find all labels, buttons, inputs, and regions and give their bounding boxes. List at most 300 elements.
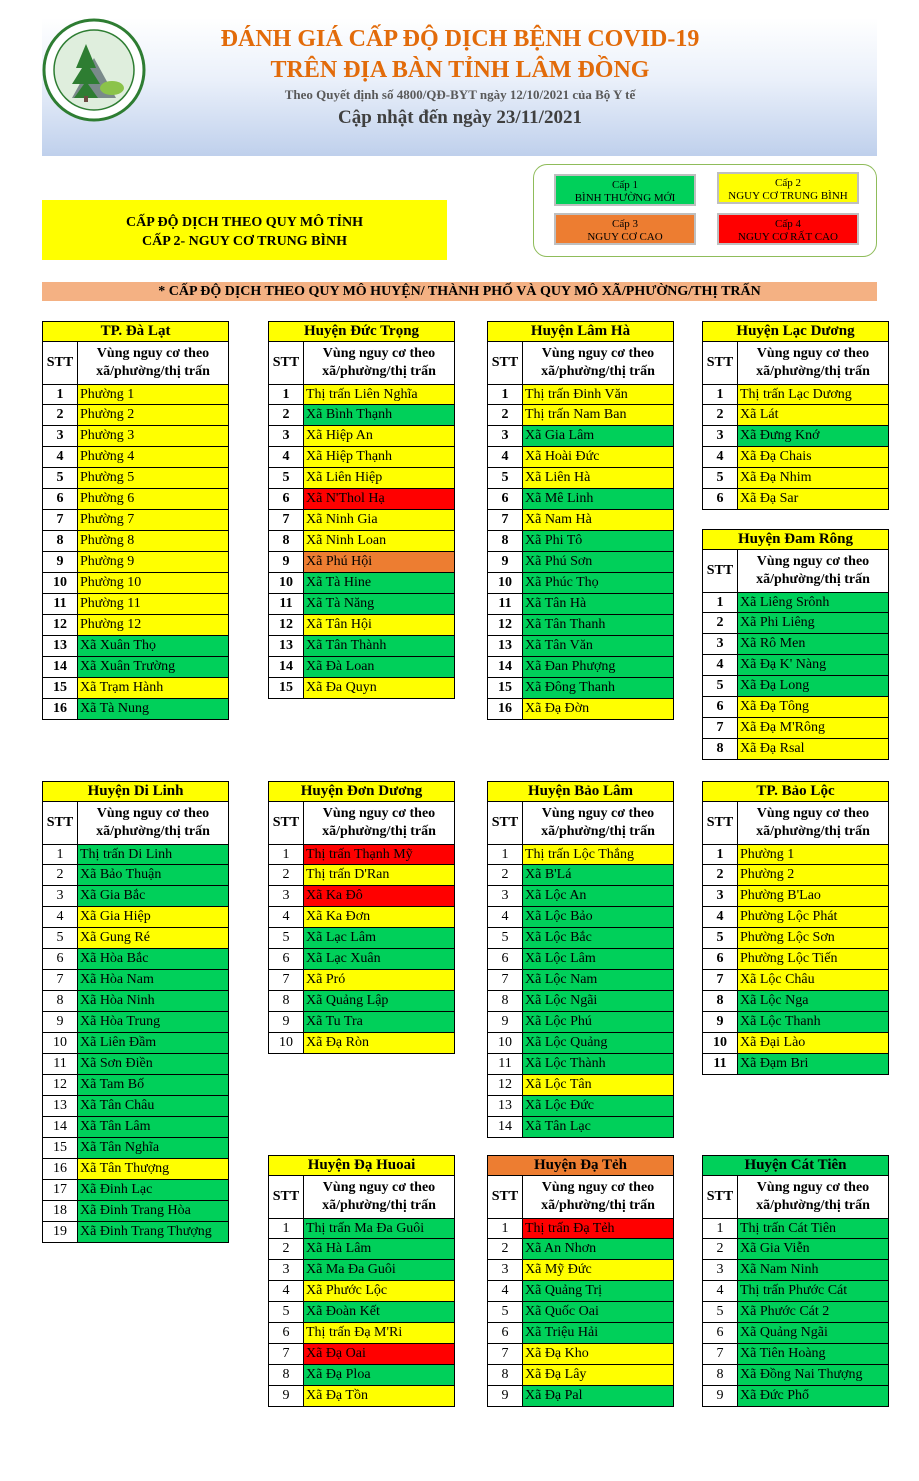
table-row <box>268 1033 455 1054</box>
table-row <box>42 447 229 468</box>
area-name: Xã Tam Bố <box>78 1075 228 1095</box>
area-name: Xã Gia Bắc <box>78 886 228 906</box>
cdc-logo <box>42 18 146 122</box>
table-row <box>42 1117 229 1138</box>
column-stt: STT <box>488 342 523 384</box>
table-row <box>702 886 889 907</box>
area-name: Xã Trạm Hành <box>78 678 228 698</box>
row-number: 1 <box>703 593 738 612</box>
table-row <box>487 970 674 991</box>
row-number: 15 <box>269 678 304 698</box>
row-number: 3 <box>269 1260 304 1280</box>
area-name: Phường Lộc Sơn <box>738 928 888 948</box>
area-name: Phường B'Lao <box>738 886 888 906</box>
main-title: ĐÁNH GIÁ CẤP ĐỘ DỊCH BỆNH COVID-19 <box>220 26 700 52</box>
table-row <box>702 1344 889 1365</box>
table-row <box>268 991 455 1012</box>
area-name: Xã Hòa Trung <box>78 1012 228 1032</box>
row-number: 19 <box>43 1222 78 1242</box>
row-number: 4 <box>43 907 78 927</box>
area-name: Xã Tân Hà <box>523 594 673 614</box>
area-name: Xã Tân Châu <box>78 1096 228 1116</box>
table-row <box>487 928 674 949</box>
area-name: Xã Mê Linh <box>523 489 673 509</box>
table-row <box>702 739 889 760</box>
table-row <box>702 1386 889 1407</box>
area-name: Xã Tiên Hoàng <box>738 1344 888 1364</box>
district-table <box>268 321 455 699</box>
table-row <box>42 615 229 636</box>
table-row <box>268 1239 455 1260</box>
table-row <box>487 1386 674 1407</box>
legend-level-2: Cấp 2 NGUY CƠ TRUNG BÌNH <box>717 172 859 204</box>
row-number: 7 <box>43 510 78 530</box>
table-row <box>487 657 674 678</box>
area-name: Xã Lộc Nam <box>523 970 673 990</box>
area-name: Xã Tân Nghĩa <box>78 1138 228 1158</box>
row-number: 4 <box>488 447 523 467</box>
area-name: Xã Đạ Rsal <box>738 739 888 759</box>
row-number: 5 <box>703 928 738 948</box>
area-name: Xã Tân Văn <box>523 636 673 656</box>
area-name: Xã Đưng Knớ <box>738 426 888 446</box>
column-area: Vùng nguy cơ theo xã/phường/thị trấn <box>756 346 870 379</box>
area-name: Xã Mỹ Đức <box>523 1260 673 1280</box>
row-number: 3 <box>488 426 523 446</box>
row-number: 5 <box>488 1302 523 1322</box>
row-number: 3 <box>488 1260 523 1280</box>
row-number: 2 <box>43 865 78 885</box>
row-number: 6 <box>488 1323 523 1343</box>
column-area: Vùng nguy cơ theo xã/phường/thị trấn <box>322 346 436 379</box>
area-name: Xã Liêng Srônh <box>738 593 888 612</box>
row-number: 7 <box>488 970 523 990</box>
table-row <box>42 1201 229 1222</box>
table-row <box>487 678 674 699</box>
area-name: Xã Đạ Kho <box>523 1344 673 1364</box>
area-name: Xã Đại Lào <box>738 1033 888 1053</box>
table-row <box>702 655 889 676</box>
area-name: Xã Triệu Hải <box>523 1323 673 1343</box>
row-number: 9 <box>488 552 523 572</box>
area-name: Xã Lộc Thành <box>523 1054 673 1074</box>
row-number: 7 <box>703 970 738 990</box>
area-name: Thị trấn Lộc Thắng <box>523 845 673 864</box>
row-number: 14 <box>269 657 304 677</box>
row-number: 14 <box>488 657 523 677</box>
area-name: Xã Tà Hine <box>304 573 454 593</box>
column-stt: STT <box>269 1176 304 1218</box>
row-number: 4 <box>488 907 523 927</box>
row-number: 3 <box>703 1260 738 1280</box>
district-name: Huyện Bảo Lâm <box>487 781 674 802</box>
table-row <box>702 1012 889 1033</box>
table-column-header <box>487 802 674 844</box>
row-number: 5 <box>703 676 738 696</box>
area-name: Thị trấn D'Ran <box>304 865 454 885</box>
area-name: Xã Đạ Sar <box>738 489 888 509</box>
row-number: 1 <box>43 845 78 864</box>
row-number: 7 <box>269 1344 304 1364</box>
area-name: Xã Đoàn Kết <box>304 1302 454 1322</box>
area-name: Xã Gia Viễn <box>738 1239 888 1259</box>
area-name: Xã Lộc Nga <box>738 991 888 1011</box>
row-number: 6 <box>269 949 304 969</box>
district-table <box>268 781 455 1054</box>
table-row <box>487 1344 674 1365</box>
row-number: 13 <box>43 1096 78 1116</box>
row-number: 10 <box>488 1033 523 1053</box>
table-row <box>42 1054 229 1075</box>
row-number: 15 <box>488 678 523 698</box>
row-number: 6 <box>43 949 78 969</box>
row-number: 7 <box>269 510 304 530</box>
area-name: Xã Lộc Châu <box>738 970 888 990</box>
area-name: Xã Gia Lâm <box>523 426 673 446</box>
area-name: Xã Lộc Thanh <box>738 1012 888 1032</box>
table-row <box>702 489 889 510</box>
row-number: 2 <box>269 1239 304 1259</box>
area-name: Xã Liên Đầm <box>78 1033 228 1053</box>
column-area: Vùng nguy cơ theo xã/phường/thị trấn <box>96 346 210 379</box>
area-name: Xã Rô Men <box>738 634 888 654</box>
table-row <box>487 489 674 510</box>
table-row <box>702 1365 889 1386</box>
table-row <box>702 1260 889 1281</box>
area-name: Xã Đinh Lạc <box>78 1180 228 1200</box>
table-row <box>42 657 229 678</box>
row-number: 16 <box>43 699 78 719</box>
table-row <box>702 1302 889 1323</box>
column-stt: STT <box>43 342 78 384</box>
table-row <box>487 1096 674 1117</box>
row-number: 1 <box>269 385 304 404</box>
row-number: 9 <box>269 552 304 572</box>
row-number: 10 <box>43 573 78 593</box>
row-number: 11 <box>703 1054 738 1074</box>
table-row <box>702 613 889 634</box>
row-number: 8 <box>43 531 78 551</box>
district-name: TP. Đà Lạt <box>42 321 229 342</box>
table-row <box>42 636 229 657</box>
table-row <box>268 1386 455 1407</box>
row-number: 13 <box>488 1096 523 1116</box>
table-row <box>268 489 455 510</box>
row-number: 3 <box>488 886 523 906</box>
area-name: Xã Đạ Long <box>738 676 888 696</box>
area-name: Xã Ninh Loan <box>304 531 454 551</box>
table-row <box>487 636 674 657</box>
table-row <box>42 886 229 907</box>
legend-level-1: Cấp 1 BÌNH THƯỜNG MỚI <box>554 174 696 206</box>
area-name: Xã Đạ Ròn <box>304 1033 454 1053</box>
area-name: Xã Nam Ninh <box>738 1260 888 1280</box>
area-name: Xã Lộc Đức <box>523 1096 673 1116</box>
row-number: 18 <box>43 1201 78 1221</box>
table-row <box>702 1033 889 1054</box>
area-name: Xã Hiệp Thạnh <box>304 447 454 467</box>
area-name: Phường 4 <box>78 447 228 467</box>
area-name: Xã Đạ Oai <box>304 1344 454 1364</box>
area-name: Xã Đa Quyn <box>304 678 454 698</box>
table-row <box>702 405 889 426</box>
table-row <box>487 1323 674 1344</box>
row-number: 6 <box>703 697 738 717</box>
area-name: Phường 2 <box>78 405 228 425</box>
row-number: 12 <box>488 1075 523 1095</box>
row-number: 8 <box>269 531 304 551</box>
table-row <box>42 510 229 531</box>
row-number: 1 <box>703 385 738 404</box>
area-name: Xã Lộc Ngãi <box>523 991 673 1011</box>
table-column-header <box>702 342 889 384</box>
row-number: 8 <box>269 991 304 1011</box>
row-number: 4 <box>269 1281 304 1301</box>
area-name: Xã Đạ Đờn <box>523 699 673 719</box>
table-row <box>487 384 674 405</box>
area-name: Xã Ninh Gia <box>304 510 454 530</box>
table-row <box>702 426 889 447</box>
row-number: 2 <box>703 613 738 633</box>
row-number: 8 <box>703 739 738 759</box>
table-row <box>42 844 229 865</box>
row-number: 4 <box>43 447 78 467</box>
table-row <box>702 718 889 739</box>
row-number: 9 <box>43 552 78 572</box>
area-name: Xã Lộc Bảo <box>523 907 673 927</box>
area-name: Xã Ma Đa Guôi <box>304 1260 454 1280</box>
table-row <box>42 1096 229 1117</box>
table-column-header <box>42 802 229 844</box>
area-name: Xã Tà Năng <box>304 594 454 614</box>
table-row <box>42 1075 229 1096</box>
row-number: 8 <box>488 531 523 551</box>
table-row <box>268 1323 455 1344</box>
column-stt: STT <box>488 1176 523 1218</box>
table-row <box>487 1281 674 1302</box>
area-name: Phường 8 <box>78 531 228 551</box>
row-number: 2 <box>703 405 738 425</box>
row-number: 5 <box>43 468 78 488</box>
area-name: Xã Tân Lâm <box>78 1117 228 1137</box>
table-row <box>487 1239 674 1260</box>
table-row <box>42 678 229 699</box>
row-number: 3 <box>703 634 738 654</box>
table-row <box>268 573 455 594</box>
table-row <box>42 1012 229 1033</box>
row-number: 4 <box>269 447 304 467</box>
area-name: Xã B'Lá <box>523 865 673 885</box>
table-row <box>268 531 455 552</box>
table-row <box>42 1159 229 1180</box>
row-number: 2 <box>43 405 78 425</box>
row-number: 6 <box>269 1323 304 1343</box>
table-row <box>702 1054 889 1075</box>
table-row <box>268 844 455 865</box>
row-number: 5 <box>703 1302 738 1322</box>
area-name: Xã Pró <box>304 970 454 990</box>
area-name: Xã Phước Lộc <box>304 1281 454 1301</box>
table-row <box>487 949 674 970</box>
area-name: Xã Phú Hội <box>304 552 454 572</box>
district-table <box>702 321 889 510</box>
district-name: Huyện Đạ Huoai <box>268 1155 455 1176</box>
table-row <box>42 1138 229 1159</box>
table-row <box>487 468 674 489</box>
row-number: 3 <box>269 886 304 906</box>
row-number: 7 <box>703 1344 738 1364</box>
area-name: Xã Ka Đơn <box>304 907 454 927</box>
row-number: 7 <box>488 510 523 530</box>
column-area: Vùng nguy cơ theo xã/phường/thị trấn <box>541 346 655 379</box>
row-number: 13 <box>488 636 523 656</box>
table-row <box>487 886 674 907</box>
column-stt: STT <box>703 1176 738 1218</box>
table-column-header <box>702 1176 889 1218</box>
row-number: 1 <box>488 385 523 404</box>
table-row <box>42 1180 229 1201</box>
area-name: Thị trấn Đạ Tẻh <box>523 1219 673 1238</box>
table-row <box>42 949 229 970</box>
legend-level-4: Cấp 4 NGUY CƠ RẤT CAO <box>717 213 859 245</box>
province-level-box <box>42 200 447 260</box>
table-row <box>487 594 674 615</box>
row-number: 11 <box>488 594 523 614</box>
table-row <box>487 1218 674 1239</box>
row-number: 6 <box>43 489 78 509</box>
table-row <box>487 1365 674 1386</box>
area-name: Xã Hà Lâm <box>304 1239 454 1259</box>
province-level-value: CẤP 2- NGUY CƠ TRUNG BÌNH <box>142 234 347 249</box>
table-row <box>487 1012 674 1033</box>
main-title-line2: TRÊN ĐỊA BÀN TỈNH LÂM ĐỒNG <box>270 57 650 83</box>
row-number: 5 <box>269 928 304 948</box>
column-area: Vùng nguy cơ theo xã/phường/thị trấn <box>756 806 870 839</box>
table-row <box>702 970 889 991</box>
area-name: Phường Lộc Tiến <box>738 949 888 969</box>
area-name: Phường Lộc Phát <box>738 907 888 927</box>
table-row <box>268 970 455 991</box>
table-column-header <box>702 802 889 844</box>
table-row <box>42 573 229 594</box>
table-row <box>268 1281 455 1302</box>
area-name: Xã Đạ K' Nàng <box>738 655 888 675</box>
area-name: Xã Tân Hội <box>304 615 454 635</box>
table-row <box>702 1323 889 1344</box>
row-number: 2 <box>703 1239 738 1259</box>
area-name: Xã Đạ Tông <box>738 697 888 717</box>
row-number: 16 <box>43 1159 78 1179</box>
table-row <box>268 510 455 531</box>
area-name: Xã Hoài Đức <box>523 447 673 467</box>
table-row <box>487 1075 674 1096</box>
area-name: Xã Lộc Bắc <box>523 928 673 948</box>
row-number: 1 <box>488 845 523 864</box>
area-name: Xã Đức Phổ <box>738 1386 888 1406</box>
row-number: 9 <box>43 1012 78 1032</box>
table-row <box>42 552 229 573</box>
table-row <box>268 907 455 928</box>
row-number: 8 <box>488 991 523 1011</box>
table-row <box>487 426 674 447</box>
row-number: 6 <box>703 1323 738 1343</box>
table-row <box>702 844 889 865</box>
row-number: 12 <box>269 615 304 635</box>
table-row <box>702 592 889 613</box>
row-number: 4 <box>703 1281 738 1301</box>
area-name: Xã Liên Hà <box>523 468 673 488</box>
table-row <box>42 907 229 928</box>
legend-level-3: Cấp 3 NGUY CƠ CAO <box>554 213 696 245</box>
table-row <box>268 615 455 636</box>
district-name: Huyện Đam Rông <box>702 529 889 550</box>
row-number: 6 <box>269 489 304 509</box>
area-name: Xã Xuân Thọ <box>78 636 228 656</box>
table-row <box>268 1302 455 1323</box>
table-row <box>42 405 229 426</box>
area-name: Xã Lộc Phú <box>523 1012 673 1032</box>
table-row <box>487 615 674 636</box>
column-area: Vùng nguy cơ theo xã/phường/thị trấn <box>756 554 870 587</box>
row-number: 13 <box>43 636 78 656</box>
table-column-header <box>702 550 889 592</box>
table-row <box>487 1033 674 1054</box>
area-name: Xã Lát <box>738 405 888 425</box>
table-row <box>268 426 455 447</box>
area-name: Phường 1 <box>78 385 228 404</box>
table-row <box>42 1222 229 1243</box>
row-number: 1 <box>269 845 304 864</box>
table-row <box>268 552 455 573</box>
row-number: 9 <box>269 1012 304 1032</box>
area-name: Phường 12 <box>78 615 228 635</box>
area-name: Xã Phi Tô <box>523 531 673 551</box>
area-name: Xã Liên Hiệp <box>304 468 454 488</box>
table-row <box>702 676 889 697</box>
column-stt: STT <box>703 802 738 844</box>
area-name: Thị trấn Ma Đa Guôi <box>304 1219 454 1238</box>
area-name: Xã Lộc Quảng <box>523 1033 673 1053</box>
table-row <box>268 928 455 949</box>
table-row <box>702 468 889 489</box>
table-row <box>268 865 455 886</box>
area-name: Thị trấn Phước Cát <box>738 1281 888 1301</box>
row-number: 13 <box>269 636 304 656</box>
area-name: Phường 5 <box>78 468 228 488</box>
area-name: Xã Bình Thạnh <box>304 405 454 425</box>
row-number: 14 <box>488 1117 523 1137</box>
district-name: Huyện Lâm Hà <box>487 321 674 342</box>
area-name: Xã Sơn Điền <box>78 1054 228 1074</box>
table-row <box>487 1260 674 1281</box>
row-number: 2 <box>703 865 738 885</box>
row-number: 3 <box>703 886 738 906</box>
area-name: Xã Đinh Trang Hòa <box>78 1201 228 1221</box>
table-row <box>487 531 674 552</box>
area-name: Phường 10 <box>78 573 228 593</box>
table-row <box>42 865 229 886</box>
district-section-heading: * CẤP ĐỘ DỊCH THEO QUY MÔ HUYỆN/ THÀNH PHỐ VÀ QUY MÔ XÃ/PHƯỜNG/THỊ TRẤN <box>42 282 877 301</box>
row-number: 1 <box>488 1219 523 1238</box>
district-table <box>702 1155 889 1407</box>
district-name: Huyện Di Linh <box>42 781 229 802</box>
area-name: Xã Tân Thanh <box>523 615 673 635</box>
area-name: Xã Phúc Thọ <box>523 573 673 593</box>
table-row <box>702 949 889 970</box>
table-row <box>268 468 455 489</box>
row-number: 1 <box>703 845 738 864</box>
area-name: Xã Hòa Bắc <box>78 949 228 969</box>
